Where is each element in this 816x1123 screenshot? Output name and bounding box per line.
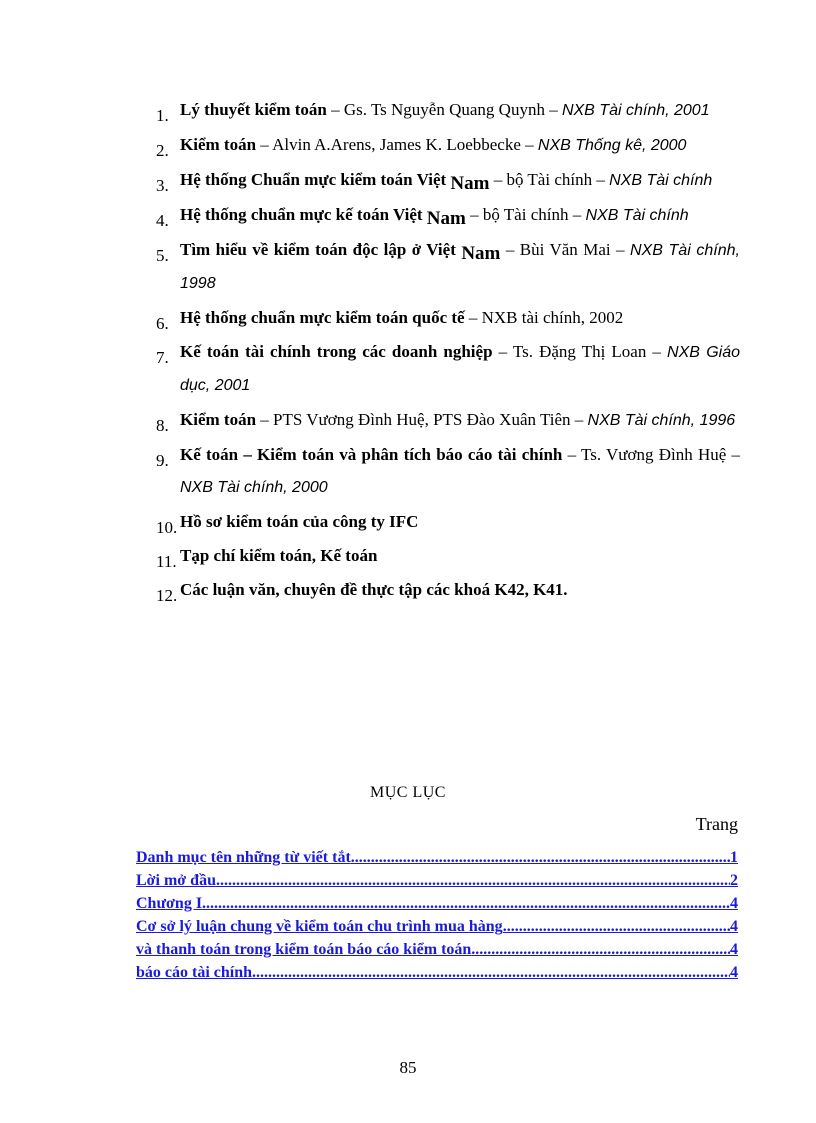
reference-item: [150, 574, 740, 606]
toc-label: và thanh toán trong kiểm toán báo cáo kiểm toán: [136, 941, 472, 958]
reference-title-suffix: Nam: [450, 173, 490, 194]
reference-title-suffix: Nam: [426, 208, 466, 229]
table-of-contents: [136, 846, 738, 984]
reference-item: [150, 404, 740, 437]
toc-link[interactable]: [136, 892, 738, 915]
toc-label: Lời mở đầu: [136, 872, 216, 889]
reference-title: Hệ thống chuẩn mực kiểm toán quốc tế: [180, 308, 465, 327]
reference-item: [150, 506, 740, 538]
reference-number: 7.: [156, 348, 169, 367]
toc-leader: [202, 892, 730, 915]
reference-author: – Bùi Văn Mai –: [500, 240, 630, 259]
toc-page: 2: [730, 872, 738, 889]
reference-item: [150, 540, 740, 572]
reference-item: [150, 164, 740, 197]
toc-page: 4: [730, 895, 738, 912]
reference-item: [150, 234, 740, 300]
toc-leader: [503, 915, 730, 938]
reference-publisher: NXB Tài chính, 1996: [587, 412, 736, 429]
reference-number: 5.: [156, 246, 169, 265]
toc-page: 1: [730, 849, 738, 866]
reference-publisher: NXB Tài chính, 2000: [180, 479, 328, 496]
reference-title: Tạp chí kiểm toán, Kế toán: [180, 546, 378, 565]
reference-number: 2.: [156, 141, 169, 160]
reference-author: – Alvin A.Arens, James K. Loebbecke –: [256, 135, 538, 154]
reference-author: – bộ Tài chính –: [465, 205, 586, 224]
toc-page: 4: [730, 941, 738, 958]
reference-list: [150, 94, 740, 608]
toc-label: báo cáo tài chính: [136, 964, 253, 981]
toc-page: 4: [730, 964, 738, 981]
reference-title: Hệ thống Chuẩn mực kiểm toán Việt: [180, 170, 451, 189]
reference-item: [150, 94, 740, 127]
reference-publisher: NXB Giáo dục, 2001: [180, 344, 741, 394]
reference-title: Kế toán – Kiểm toán và phân tích báo cáo tài chính: [180, 445, 563, 464]
toc-leader: [471, 938, 730, 961]
reference-title-suffix: Nam: [461, 243, 501, 264]
reference-number: 8.: [156, 416, 169, 435]
toc-title: MỤC LỤC: [370, 784, 446, 801]
reference-publisher: NXB Tài chính: [585, 207, 689, 224]
reference-author: – Ts. Đặng Thị Loan –: [492, 342, 668, 361]
toc-link[interactable]: [136, 846, 738, 869]
reference-item: [150, 336, 740, 402]
reference-number: 9.: [156, 451, 169, 470]
reference-title: Hồ sơ kiểm toán của công ty IFC: [180, 512, 419, 531]
reference-item: [150, 439, 740, 504]
reference-publisher: NXB Tài chính, 2001: [561, 102, 710, 119]
reference-author: – bộ Tài chính –: [489, 170, 610, 189]
reference-title: Kiểm toán: [180, 410, 257, 429]
reference-author: – Ts. Vương Đình Huệ –: [562, 445, 740, 464]
toc-page-header: Trang: [695, 814, 738, 834]
reference-title: Các luận văn, chuyên đề thực tập các khoá K42, K41.: [180, 580, 568, 599]
toc-link[interactable]: [136, 869, 738, 892]
page-number: 85: [399, 1058, 417, 1077]
reference-number: 6.: [156, 314, 169, 333]
reference-number: 4.: [156, 211, 169, 230]
toc-leader: [252, 961, 730, 984]
reference-title: Lý thuyết kiểm toán: [180, 100, 327, 119]
toc-label: Cơ sở lý luận chung về kiểm toán chu trình mua hàng: [136, 918, 503, 935]
reference-title: Kế toán tài chính trong các doanh nghiệp: [180, 342, 493, 361]
reference-item: [150, 302, 740, 334]
reference-title: Tìm hiểu về kiểm toán độc lập ở Việt: [180, 240, 462, 259]
toc-link[interactable]: [136, 961, 738, 984]
reference-author: – NXB tài chính, 2002: [464, 308, 624, 327]
reference-number: 3.: [156, 176, 169, 195]
toc-link[interactable]: [136, 938, 738, 961]
reference-publisher: NXB Tài chính, 1998: [180, 242, 740, 292]
reference-number: 1.: [156, 106, 169, 125]
toc-label: Danh mục tên những từ viết tắt: [136, 849, 351, 866]
reference-item: [150, 129, 740, 162]
reference-title: Hệ thống chuẩn mực kế toán Việt: [180, 205, 427, 224]
toc-leader: [351, 846, 730, 869]
reference-number: 12.: [156, 586, 178, 605]
toc-page: 4: [730, 918, 738, 935]
reference-title: Kiểm toán: [180, 135, 257, 154]
toc-leader: [216, 869, 730, 892]
reference-author: – Gs. Ts Nguyễn Quang Quynh –: [326, 100, 562, 119]
reference-publisher: NXB Thống kê, 2000: [537, 137, 687, 154]
reference-item: [150, 199, 740, 232]
reference-number: 11.: [156, 552, 177, 571]
reference-author: – PTS Vương Đình Huệ, PTS Đào Xuân Tiên –: [256, 410, 588, 429]
reference-publisher: NXB Tài chính: [609, 172, 713, 189]
reference-number: 10.: [156, 518, 178, 537]
toc-label: Chương I: [136, 895, 203, 912]
toc-link[interactable]: [136, 915, 738, 938]
